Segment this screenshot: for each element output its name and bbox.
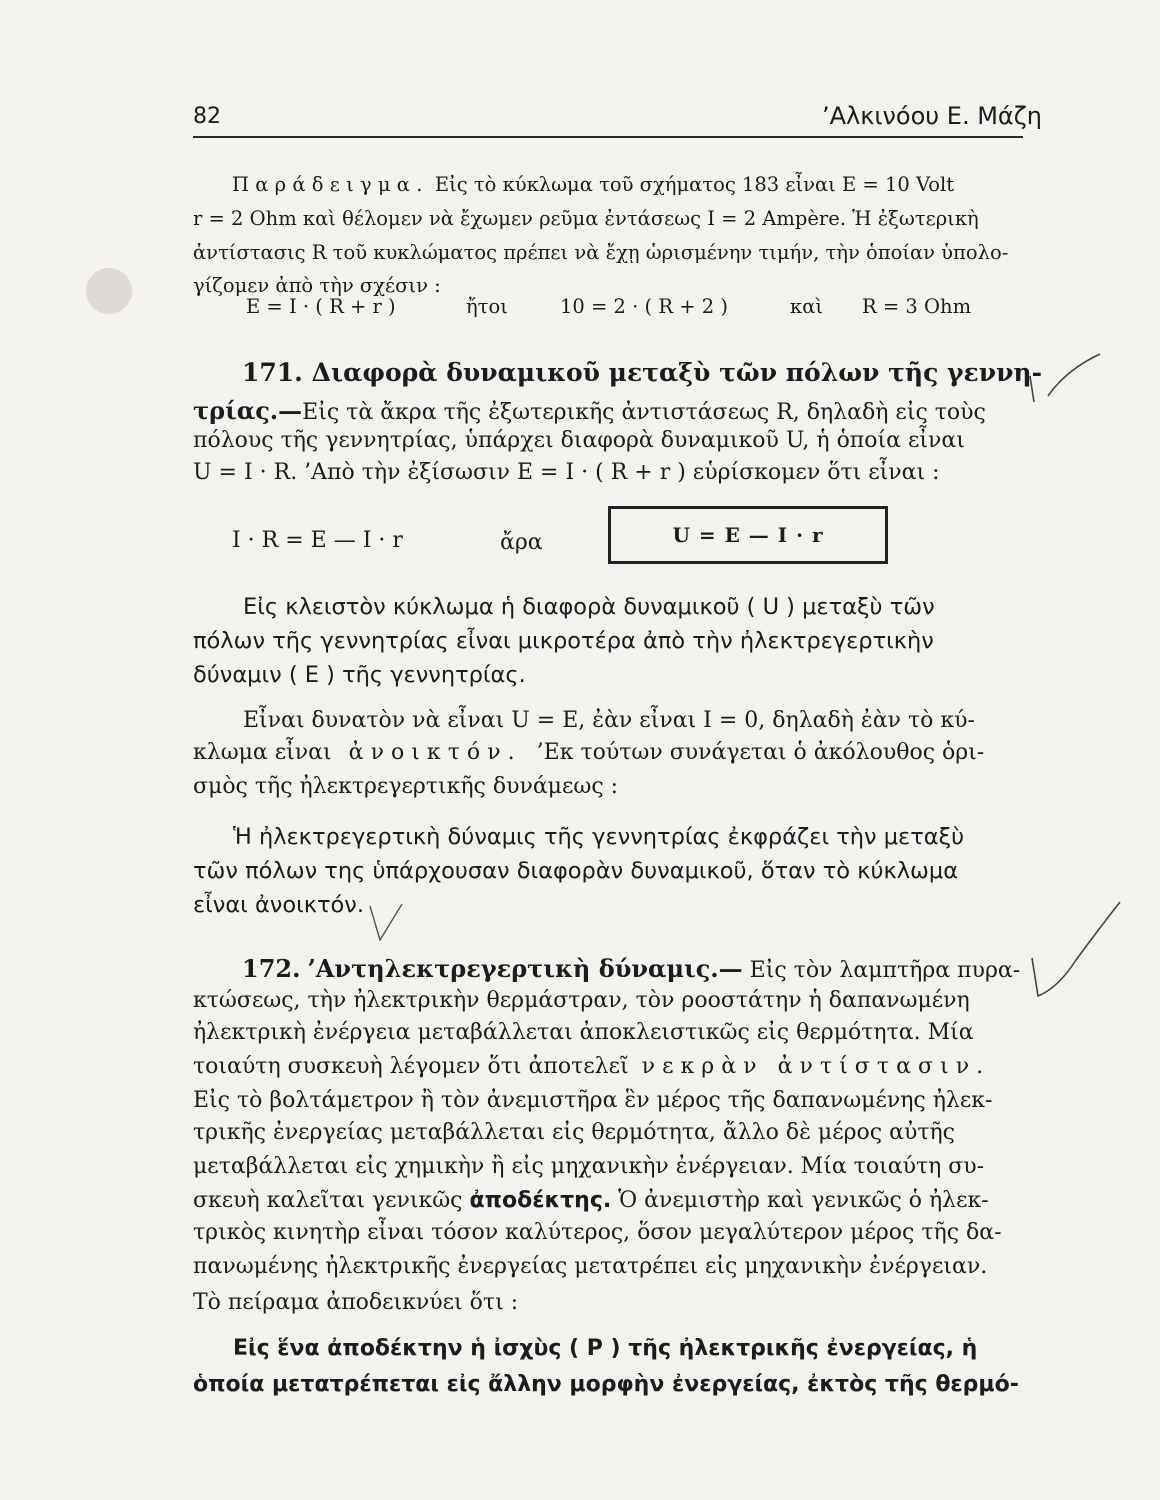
header-rule [193,136,1023,138]
section-172-line-9: τρικὸς κινητὴρ εἶναι τόσον καλύτερος, ὅσον μεγαλύτερον μέρος τῆς δα- [193,1220,1002,1245]
para1-line-1: Εἰς κλειστὸν κύκλωμα ἡ διαφορὰ δυναμικοῦ ( U ) μεταξὺ τῶν [243,594,935,620]
para2-line-1: Εἶναι δυνατὸν νὰ εἶναι U = E, ἐὰν εἶναι I = 0, δηλαδὴ ἐὰν τὸ κύ- [243,708,975,733]
boxed-formula [608,506,888,564]
pencil-checkmark-bottom [1028,900,1128,1020]
example-line-1 [232,168,954,202]
example-equation-part-b: ἤτοι [466,295,508,318]
pencil-small-check [366,900,406,946]
definition-line-1: Ἡ ἠλεκτρεγερτικὴ δύναμις τῆς γεννητρίας ἐκφράζει τὴν μεταξὺ [233,824,965,850]
section-172-line-1 [242,954,1020,983]
para2-text-c: ’Εκ τούτων συνάγεται ὁ ἀκόλουθος ὁρι- [536,740,985,765]
derivation-equation: I · R = E — I · r [232,528,403,553]
section-172-line-5: Εἰς τὸ βολτάμετρον ἢ τὸν ἀνεμιστῆρα ἓν μέρος τῆς δαπανωμένης ἠλεκ- [193,1088,993,1113]
section-171-title: Διαφορὰ δυναμικοῦ μεταξὺ τῶν πόλων τῆς γεννη- [311,358,1042,387]
example-line-3: ἀντίστασις R τοῦ κυκλώματος πρέπει νὰ ἔχῃ ὡρισμένην τιμήν, τὴν ὁποίαν ὑπολο- [193,241,1009,264]
boxed-formula-text: U = E — I · r [672,523,824,547]
hole-punch-mark [86,268,132,314]
example-equation-part-d: καὶ [790,295,824,318]
section-172-line-4 [193,1054,990,1079]
section-171-title-end: τρίας.— [193,396,303,425]
para1-line-2: πόλων τῆς γεννητρίας εἶναι μικροτέρα ἀπὸ τὴν ἠλεκτρεγερτικὴν [193,628,934,654]
para2-line-2 [193,740,984,765]
section-172-line-8 [193,1188,989,1213]
section-172-line-2: κτώσεως, τὴν ἠλεκτρικὴν θερμάστραν, τὸν ροοστάτην ἡ δαπανωμένη [193,988,970,1013]
section-171-text-1: Εἰς τὰ ἄκρα τῆς ἐξωτερικῆς ἀντιστάσεως R, δηλαδὴ εἰς τοὺς [302,400,986,425]
bold-statement-line-1: Εἰς ἕνα ἀποδέκτην ἡ ἰσχὺς ( P ) τῆς ἠλεκτρικῆς ἐνεργείας, ἡ [233,1336,978,1361]
para1-line-3: δύναμιν ( E ) τῆς γεννητρίας. [193,662,526,688]
section-172-emphasis: νεκρὰν ἀντίστασιν. [641,1054,991,1079]
para2-text-a: κλωμα εἶναι [193,740,332,765]
section-171-line-1 [193,396,986,425]
pencil-checkmark-top [1026,350,1106,410]
para2-line-3: σμὸς τῆς ἠλεκτρεγερτικῆς δυνάμεως : [193,774,619,799]
section-172-line-7: μεταβάλλεται εἰς χημικὴν ἢ εἰς μηχανικὴν ἐνέργειαν. Μία τοιαύτη συ- [193,1154,985,1179]
section-172-line-10: πανωμένης ἠλεκτρικῆς ἐνεργείας μετατρέπει εἰς μηχανικὴν ἐνέργειαν. [193,1254,988,1279]
section-172-number: 172. [242,954,301,983]
section-172-text-1: Εἰς τὸν λαμπτῆρα πυρα- [749,958,1021,983]
section-172-text-8c: Ὁ ἀνεμιστὴρ καὶ γενικῶς ὁ ἠλεκ- [618,1188,989,1213]
derivation-ara: ἄρα [500,530,543,555]
section-171-line-3: U = I · R. ’Απὸ τὴν ἐξίσωσιν E = I · ( R + r ) εὑρίσκομεν ὅτι εἶναι : [193,460,940,485]
running-header-author: ’Αλκινόου Ε. Μάζη [822,102,1043,130]
section-171-heading [242,358,1042,387]
example-line-2: r = 2 Ohm καὶ θέλομεν νὰ ἔχωμεν ρεῦμα ἐντάσεως I = 2 Ampère. Ἡ ἐξωτερικὴ [193,207,979,230]
example-equation-part-a: E = I · ( R + r ) [246,295,396,318]
section-172-line-11: Τὸ πείραμα ἀποδεικνύει ὅτι : [193,1290,519,1315]
section-171-number: 171. [242,358,303,387]
section-172-bold-term: ἀποδέκτης. [469,1188,612,1213]
section-172-line-3: ἠλεκτρικὴ ἐνέργεια μεταβάλλεται ἀποκλειστικῶς εἰς θερμότητα. Μία [193,1020,974,1045]
example-equation-part-c: 10 = 2 · ( R + 2 ) [560,295,728,318]
section-172-title: ’Αντηλεκτρεγερτικὴ δύναμις.— [307,954,743,983]
page-number: 82 [193,104,221,129]
bold-statement-line-2: ὁποία μετατρέπεται εἰς ἄλλην μορφὴν ἐνεργείας, ἐκτὸς τῆς θερμό- [193,1372,1019,1397]
section-172-text-8a: σκευὴ καλεῖται γενικῶς [193,1188,463,1213]
example-text-1: Εἰς τὸ κύκλωμα τοῦ σχήματος 183 εἶναι E = 10 Volt [434,173,955,196]
definition-line-3: εἶναι ἀνοικτόν. [193,892,365,918]
para2-emphasis: ἀνοικτόν. [348,740,522,765]
example-label: Παράδειγμα. [232,173,429,196]
section-172-line-6: τρικῆς ἐνεργείας μεταβάλλεται εἰς θερμότητα, ἄλλο δὲ μέρος αὐτῆς [193,1120,955,1145]
section-171-line-2: πόλους τῆς γεννητρίας, ὑπάρχει διαφορὰ δυναμικοῦ U, ἡ ὁποία εἶναι [193,428,965,453]
section-172-text-4a: τοιαύτη συσκευὴ λέγομεν ὅτι ἀποτελεῖ [193,1054,629,1079]
definition-line-2: τῶν πόλων της ὑπάρχουσαν διαφορὰν δυναμικοῦ, ὅταν τὸ κύκλωμα [193,858,959,884]
example-equation-part-e: R = 3 Ohm [862,295,972,318]
example-line-4: γίζομεν ἀπὸ τὴν σχέσιν : [193,274,441,297]
